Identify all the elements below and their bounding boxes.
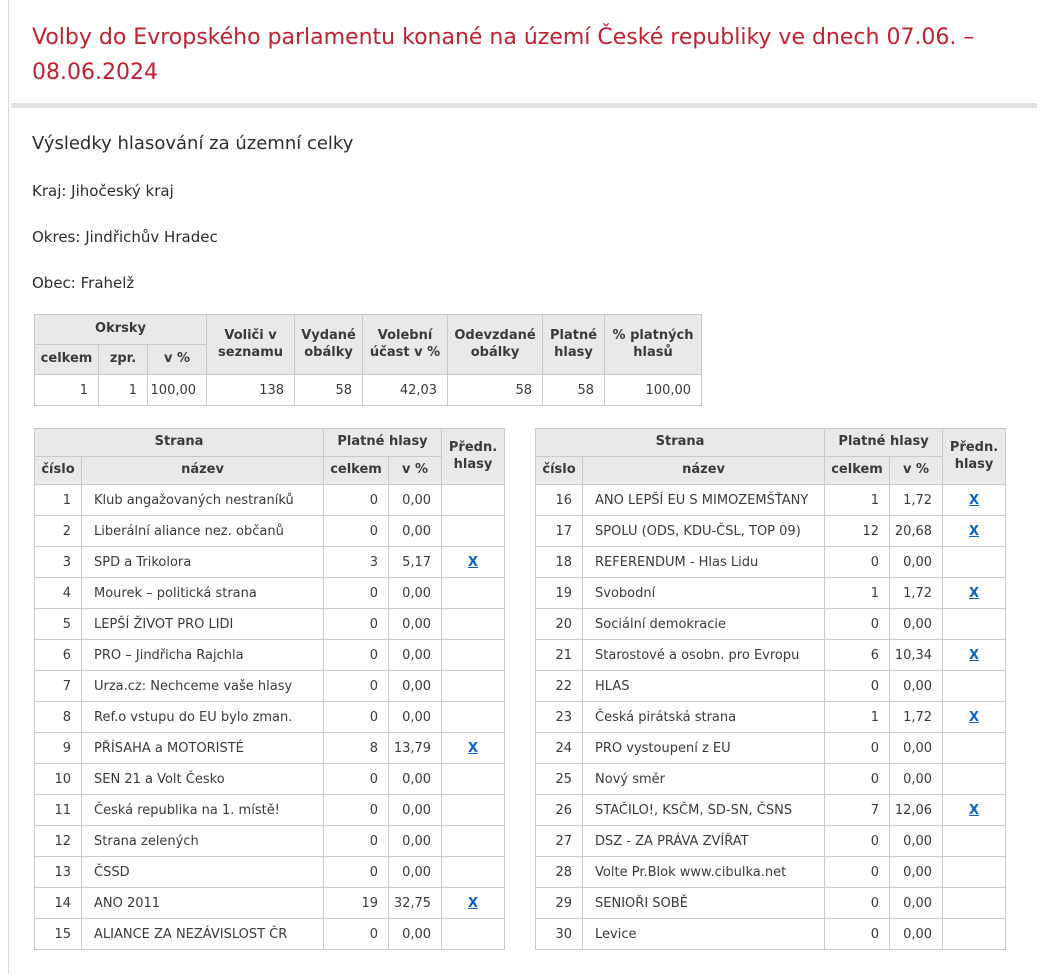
pref-votes-link[interactable]: X <box>969 647 980 663</box>
party-row <box>35 764 505 795</box>
party-row <box>536 919 1006 950</box>
header-volici: Voliči v seznamu <box>207 315 295 375</box>
party-pref-cell <box>943 857 1006 888</box>
header-celkem: celkem <box>825 457 890 485</box>
party-votes-total: 0 <box>324 671 389 702</box>
value-pct-platnych: 100,00 <box>605 375 702 406</box>
party-votes-total: 0 <box>825 671 890 702</box>
pref-votes-link[interactable]: X <box>969 802 980 818</box>
party-number: 21 <box>536 640 583 671</box>
party-name: Česká republika na 1. místě! <box>82 795 324 826</box>
party-row <box>35 547 505 578</box>
party-pref-cell <box>943 764 1006 795</box>
party-votes-pct: 12,06 <box>890 795 943 826</box>
party-row <box>536 485 1006 516</box>
header-cislo: číslo <box>35 457 82 485</box>
party-name: Svobodní <box>583 578 825 609</box>
header-okrsky-group: Okrsky <box>35 315 207 345</box>
party-name: REFERENDUM - Hlas Lidu <box>583 547 825 578</box>
party-name: Ref.o vstupu do EU bylo zman. <box>82 702 324 733</box>
party-number: 15 <box>35 919 82 950</box>
party-votes-total: 7 <box>825 795 890 826</box>
party-votes-pct: 0,00 <box>890 857 943 888</box>
pref-votes-link[interactable]: X <box>468 740 479 756</box>
party-table-right <box>535 428 1006 950</box>
page-title: Volby do Evropského parlamentu konané na území České republiky ve dnech 07.06. – 08.06.2024 <box>32 25 975 85</box>
party-votes-pct: 0,00 <box>389 609 442 640</box>
party-row <box>536 826 1006 857</box>
party-table-left <box>34 428 505 950</box>
value-okrsky-zpr: 1 <box>99 375 148 406</box>
party-row <box>536 640 1006 671</box>
party-votes-pct: 13,79 <box>389 733 442 764</box>
party-name: LEPŠÍ ŽIVOT PRO LIDI <box>82 609 324 640</box>
party-pref-cell <box>943 826 1006 857</box>
party-votes-total: 0 <box>825 547 890 578</box>
value-odevzdane-obalky: 58 <box>448 375 543 406</box>
party-votes-total: 0 <box>324 516 389 547</box>
value-volebni-ucast: 42,03 <box>363 375 448 406</box>
party-votes-pct: 0,00 <box>890 671 943 702</box>
party-pref-cell <box>442 516 505 547</box>
party-votes-pct: 0,00 <box>890 919 943 950</box>
party-votes-total: 0 <box>825 919 890 950</box>
party-number: 2 <box>35 516 82 547</box>
party-votes-total: 6 <box>825 640 890 671</box>
party-votes-pct: 0,00 <box>890 733 943 764</box>
party-votes-total: 0 <box>324 485 389 516</box>
party-votes-total: 0 <box>825 733 890 764</box>
party-name: PŘÍSAHA a MOTORISTÉ <box>82 733 324 764</box>
party-pref-cell <box>442 578 505 609</box>
party-pref-cell <box>442 671 505 702</box>
header-odevzdane-obalky: Odevzdané obálky <box>448 315 543 375</box>
value-platne-hlasy: 58 <box>543 375 605 406</box>
party-row <box>536 857 1006 888</box>
party-name: Liberální aliance nez. občanů <box>82 516 324 547</box>
party-votes-total: 0 <box>825 857 890 888</box>
party-pref-cell <box>943 919 1006 950</box>
party-number: 18 <box>536 547 583 578</box>
party-votes-pct: 20,68 <box>890 516 943 547</box>
party-votes-pct: 0,00 <box>389 640 442 671</box>
party-number: 14 <box>35 888 82 919</box>
party-row <box>35 826 505 857</box>
party-votes-total: 1 <box>825 578 890 609</box>
value-okrsky-celkem: 1 <box>35 375 99 406</box>
party-number: 19 <box>536 578 583 609</box>
party-votes-total: 0 <box>825 609 890 640</box>
party-votes-pct: 0,00 <box>389 857 442 888</box>
party-votes-total: 0 <box>324 578 389 609</box>
party-votes-pct: 1,72 <box>890 578 943 609</box>
party-votes-pct: 1,72 <box>890 485 943 516</box>
party-pref-cell <box>442 485 505 516</box>
header-okrsky-vpct: v % <box>148 345 207 375</box>
party-results-section <box>34 428 1047 950</box>
party-pref-cell <box>442 609 505 640</box>
header-celkem: celkem <box>324 457 389 485</box>
party-pref-cell <box>442 795 505 826</box>
region-line-kraj: Kraj: Jihočeský kraj <box>32 182 174 200</box>
header-platne-hlasy-group: Platné hlasy <box>825 429 943 457</box>
header-cislo: číslo <box>536 457 583 485</box>
content-frame <box>8 0 1047 974</box>
party-row <box>35 640 505 671</box>
header-pct-platnych: % platných hlasů <box>605 315 702 375</box>
header-vpct: v % <box>389 457 442 485</box>
party-votes-pct: 0,00 <box>890 764 943 795</box>
party-pref-cell <box>943 702 1006 733</box>
party-name: DSZ - ZA PRÁVA ZVÍŘAT <box>583 826 825 857</box>
party-name: PRO vystoupení z EU <box>583 733 825 764</box>
party-number: 26 <box>536 795 583 826</box>
header-volebni-ucast: Volební účast v % <box>363 315 448 375</box>
party-pref-cell <box>442 857 505 888</box>
party-name: SPD a Trikolora <box>82 547 324 578</box>
party-row <box>536 702 1006 733</box>
party-votes-total: 0 <box>324 640 389 671</box>
pref-votes-link[interactable]: X <box>969 709 980 725</box>
party-number: 16 <box>536 485 583 516</box>
party-number: 27 <box>536 826 583 857</box>
party-row <box>35 919 505 950</box>
party-row <box>536 516 1006 547</box>
party-number: 8 <box>35 702 82 733</box>
party-number: 4 <box>35 578 82 609</box>
party-votes-pct: 0,00 <box>890 547 943 578</box>
party-votes-total: 12 <box>825 516 890 547</box>
party-name: SPOLU (ODS, KDU-ČSL, TOP 09) <box>583 516 825 547</box>
party-pref-cell <box>943 640 1006 671</box>
header-vpct: v % <box>890 457 943 485</box>
party-name: Klub angažovaných nestraníků <box>82 485 324 516</box>
table-row <box>536 429 1006 457</box>
party-votes-total: 0 <box>324 702 389 733</box>
party-name: SENIOŘI SOBĚ <box>583 888 825 919</box>
table-row <box>35 315 702 345</box>
party-name: ANO LEPŠÍ EU S MIMOZEMŠŤANY <box>583 485 825 516</box>
header-okrsky-celkem: celkem <box>35 345 99 375</box>
party-votes-total: 0 <box>825 764 890 795</box>
party-name: SEN 21 a Volt Česko <box>82 764 324 795</box>
party-row <box>536 578 1006 609</box>
party-row <box>35 733 505 764</box>
party-number: 29 <box>536 888 583 919</box>
party-number: 20 <box>536 609 583 640</box>
party-pref-cell <box>943 795 1006 826</box>
section-title: Výsledky hlasování za územní celky <box>32 133 354 154</box>
party-number: 3 <box>35 547 82 578</box>
header-platne-hlasy: Platné hlasy <box>543 315 605 375</box>
party-votes-pct: 0,00 <box>389 578 442 609</box>
party-row <box>35 578 505 609</box>
pref-votes-link[interactable]: X <box>468 554 479 570</box>
party-pref-cell <box>442 888 505 919</box>
header-nazev: název <box>82 457 324 485</box>
party-pref-cell <box>442 919 505 950</box>
party-name: ANO 2011 <box>82 888 324 919</box>
turnout-data-row <box>35 375 702 406</box>
value-okrsky-vpct: 100,00 <box>148 375 207 406</box>
party-name: ALIANCE ZA NEZÁVISLOST ČR <box>82 919 324 950</box>
party-row <box>35 609 505 640</box>
party-number: 24 <box>536 733 583 764</box>
party-votes-total: 0 <box>324 919 389 950</box>
party-pref-cell <box>442 640 505 671</box>
party-votes-total: 0 <box>324 826 389 857</box>
party-votes-total: 0 <box>324 609 389 640</box>
party-pref-cell <box>442 547 505 578</box>
pref-votes-link[interactable]: X <box>969 523 980 539</box>
header-platne-hlasy-group: Platné hlasy <box>324 429 442 457</box>
party-number: 30 <box>536 919 583 950</box>
party-number: 23 <box>536 702 583 733</box>
party-number: 13 <box>35 857 82 888</box>
party-pref-cell <box>943 578 1006 609</box>
party-number: 1 <box>35 485 82 516</box>
party-votes-pct: 0,00 <box>389 671 442 702</box>
party-votes-total: 19 <box>324 888 389 919</box>
party-number: 17 <box>536 516 583 547</box>
party-pref-cell <box>943 733 1006 764</box>
party-votes-pct: 32,75 <box>389 888 442 919</box>
party-votes-total: 0 <box>825 826 890 857</box>
party-votes-total: 0 <box>825 888 890 919</box>
party-row <box>536 609 1006 640</box>
pref-votes-link[interactable]: X <box>969 492 980 508</box>
party-name: Nový směr <box>583 764 825 795</box>
party-row <box>35 485 505 516</box>
table-row <box>35 457 505 485</box>
party-votes-total: 0 <box>324 764 389 795</box>
party-number: 5 <box>35 609 82 640</box>
party-pref-cell <box>943 547 1006 578</box>
party-name: STAČILO!, KSČM, SD-SN, ČSNS <box>583 795 825 826</box>
party-number: 10 <box>35 764 82 795</box>
party-row <box>35 857 505 888</box>
party-votes-total: 8 <box>324 733 389 764</box>
party-number: 7 <box>35 671 82 702</box>
party-votes-pct: 0,00 <box>389 795 442 826</box>
party-votes-total: 3 <box>324 547 389 578</box>
party-row <box>536 795 1006 826</box>
party-row <box>35 516 505 547</box>
region-line-okres: Okres: Jindřichův Hradec <box>32 228 218 246</box>
party-number: 11 <box>35 795 82 826</box>
party-votes-pct: 0,00 <box>389 702 442 733</box>
party-number: 12 <box>35 826 82 857</box>
party-votes-total: 0 <box>324 857 389 888</box>
party-pref-cell <box>943 609 1006 640</box>
party-number: 28 <box>536 857 583 888</box>
header-predn-hlasy: Předn. hlasy <box>442 429 505 485</box>
party-votes-pct: 0,00 <box>890 888 943 919</box>
pref-votes-link[interactable]: X <box>969 585 980 601</box>
party-name: HLAS <box>583 671 825 702</box>
party-name: Sociální demokracie <box>583 609 825 640</box>
party-name: Levice <box>583 919 825 950</box>
party-row <box>536 764 1006 795</box>
party-number: 25 <box>536 764 583 795</box>
party-votes-pct: 0,00 <box>389 516 442 547</box>
party-name: Urza.cz: Nechceme vaše hlasy <box>82 671 324 702</box>
party-votes-pct: 0,00 <box>890 609 943 640</box>
party-row <box>536 733 1006 764</box>
party-votes-total: 1 <box>825 702 890 733</box>
party-row <box>35 888 505 919</box>
party-pref-cell <box>442 702 505 733</box>
party-row <box>536 547 1006 578</box>
turnout-summary-table <box>34 314 702 406</box>
party-pref-cell <box>442 764 505 795</box>
header-nazev: název <box>583 457 825 485</box>
party-name: Strana zelených <box>82 826 324 857</box>
value-volici: 138 <box>207 375 295 406</box>
party-votes-pct: 0,00 <box>389 485 442 516</box>
party-votes-pct: 0,00 <box>389 826 442 857</box>
party-name: PRO – Jindřicha Rajchla <box>82 640 324 671</box>
value-vydane-obalky: 58 <box>295 375 363 406</box>
party-number: 9 <box>35 733 82 764</box>
party-pref-cell <box>943 485 1006 516</box>
party-name: Česká pirátská strana <box>583 702 825 733</box>
header-vydane-obalky: Vydané obálky <box>295 315 363 375</box>
region-line-obec: Obec: Frahelž <box>32 274 135 292</box>
header-okrsky-zpr: zpr. <box>99 345 148 375</box>
table-row <box>536 457 1006 485</box>
table-row <box>35 429 505 457</box>
party-votes-pct: 0,00 <box>389 919 442 950</box>
header-strana-group: Strana <box>536 429 825 457</box>
party-number: 22 <box>536 671 583 702</box>
pref-votes-link[interactable]: X <box>468 895 479 911</box>
party-votes-pct: 1,72 <box>890 702 943 733</box>
party-row <box>536 671 1006 702</box>
party-row <box>35 795 505 826</box>
party-row <box>35 702 505 733</box>
party-pref-cell <box>442 826 505 857</box>
party-row <box>536 888 1006 919</box>
party-votes-pct: 10,34 <box>890 640 943 671</box>
party-pref-cell <box>442 733 505 764</box>
party-pref-cell <box>943 671 1006 702</box>
party-number: 6 <box>35 640 82 671</box>
party-name: ČSSD <box>82 857 324 888</box>
party-pref-cell <box>943 516 1006 547</box>
party-votes-pct: 0,00 <box>389 764 442 795</box>
party-votes-pct: 0,00 <box>890 826 943 857</box>
party-name: Mourek – politická strana <box>82 578 324 609</box>
party-row <box>35 671 505 702</box>
party-pref-cell <box>943 888 1006 919</box>
party-votes-pct: 5,17 <box>389 547 442 578</box>
header-predn-hlasy: Předn. hlasy <box>943 429 1006 485</box>
party-name: Starostové a osobn. pro Evropu <box>583 640 825 671</box>
party-votes-total: 1 <box>825 485 890 516</box>
party-name: Volte Pr.Blok www.cibulka.net <box>583 857 825 888</box>
header-strana-group: Strana <box>35 429 324 457</box>
party-votes-total: 0 <box>324 795 389 826</box>
